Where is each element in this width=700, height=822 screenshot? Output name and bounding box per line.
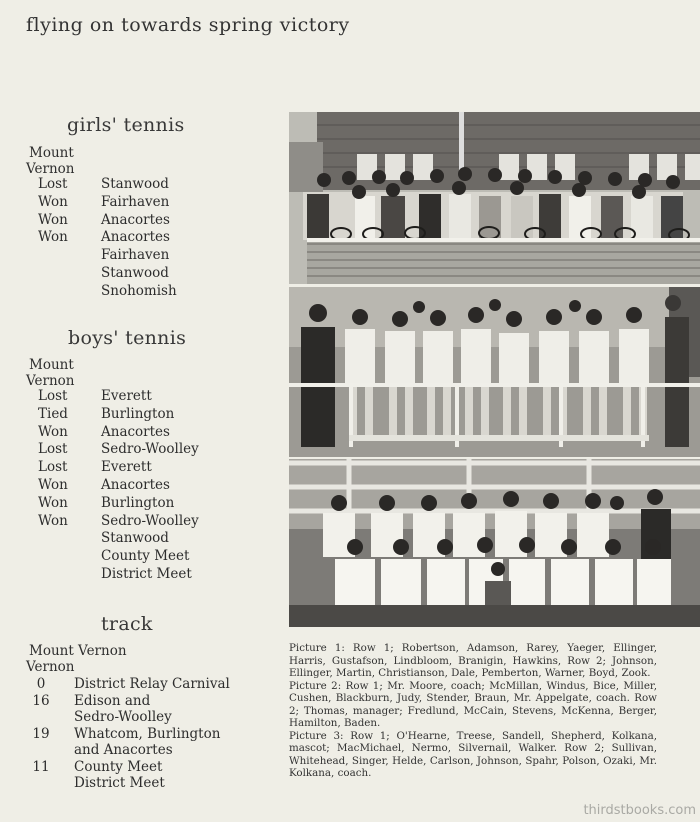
meet-row bbox=[26, 742, 230, 759]
watermark: thirdstbooks.com bbox=[583, 803, 696, 818]
boys-tennis-header-line2: Vernon bbox=[26, 373, 75, 389]
match-opponent: Stanwood bbox=[101, 176, 169, 192]
match-result: Lost bbox=[38, 388, 68, 404]
meet-score: 11 bbox=[32, 758, 50, 775]
match-opponent: Stanwood bbox=[101, 530, 169, 547]
match-result: Lost bbox=[38, 441, 68, 458]
match-result: Won bbox=[38, 211, 68, 228]
match-opponent: District Meet bbox=[101, 565, 192, 582]
meet-row bbox=[26, 693, 230, 710]
match-opponent: Anacortes bbox=[101, 476, 170, 493]
boys-tennis-photo bbox=[289, 287, 700, 457]
match-result: Tied bbox=[38, 405, 68, 422]
meet-score: 0 bbox=[36, 676, 46, 692]
match-opponent: Stanwood bbox=[101, 264, 169, 281]
track-header-line2: Vernon bbox=[26, 659, 75, 675]
boys-tennis-header-line1: Mount bbox=[29, 357, 74, 373]
match-opponent: Everett bbox=[101, 388, 152, 404]
match-opponent: Burlington bbox=[101, 494, 175, 511]
match-opponent: Burlington bbox=[101, 405, 175, 422]
track-photo-image bbox=[289, 459, 700, 627]
meet-score: 16 bbox=[32, 692, 50, 709]
caption-picture-3: Picture 3: Row 1; O'Hearne, Treese, Sandell, Shepherd, Kolkana, mascot; MacMichael, Nermo, Silvernail, Walker. Row 2; Sullivan, Whitehead, Singer, Helde, Carlson, Johnson, Spahr, Polson, Ozaki, Mr. Kolkana, coach. bbox=[289, 729, 657, 779]
meet-row bbox=[26, 775, 230, 792]
match-opponent: Anacortes bbox=[101, 229, 170, 246]
track-header bbox=[26, 643, 127, 675]
photo-captions bbox=[289, 642, 657, 780]
meet-row bbox=[26, 726, 230, 743]
meet-event: District Relay Carnival bbox=[74, 676, 230, 692]
girls-tennis-photo bbox=[289, 112, 700, 284]
match-result: Won bbox=[38, 193, 68, 210]
match-opponent: County Meet bbox=[101, 548, 190, 565]
meet-event: Sedro-Woolley bbox=[74, 709, 172, 725]
meet-event: County Meet bbox=[74, 758, 163, 775]
meet-event: Whatcom, Burlington bbox=[74, 725, 221, 742]
track-photo bbox=[289, 459, 700, 627]
girls-tennis-header-line1: Mount bbox=[29, 145, 74, 161]
match-opponent: Fairhaven bbox=[101, 247, 170, 264]
meet-event: Edison and bbox=[74, 692, 151, 709]
girls-tennis-header-line2: Vernon bbox=[26, 161, 75, 177]
match-result: Lost bbox=[38, 459, 68, 476]
boys-tennis-title: boys' tennis bbox=[68, 327, 187, 349]
track-results bbox=[26, 676, 230, 792]
match-result: Won bbox=[38, 476, 68, 493]
meet-row bbox=[26, 759, 230, 776]
match-result: Won bbox=[38, 423, 68, 440]
meet-event: and Anacortes bbox=[74, 742, 173, 758]
meet-row bbox=[26, 676, 230, 693]
match-result: Won bbox=[38, 494, 68, 511]
meet-event: District Meet bbox=[74, 775, 165, 791]
match-opponent: Anacortes bbox=[101, 211, 170, 228]
boys-tennis-photo-image bbox=[289, 287, 700, 457]
match-opponent: Sedro-Woolley bbox=[101, 512, 199, 529]
match-result: Won bbox=[38, 512, 68, 529]
girls-tennis-photo-image bbox=[289, 112, 700, 284]
match-opponent: Everett bbox=[101, 459, 152, 476]
caption-picture-2: Picture 2: Row 1; Mr. Moore, coach; McMillan, Windus, Bice, Miller, Cushen, Blackburn, Judy, Stender, Braun, Mr. Appelgate, coach. Row 2; Thomas, manager; Fredlund, McCain, Stevens, McKenna, Berger, Hamilton, Baden. bbox=[289, 679, 657, 729]
match-result: Lost bbox=[38, 176, 68, 192]
page-heading: flying on towards spring victory bbox=[26, 14, 350, 36]
match-opponent: Fairhaven bbox=[101, 193, 170, 210]
track-header-line1: Mount Vernon bbox=[29, 643, 127, 659]
match-opponent: Sedro-Woolley bbox=[101, 441, 199, 458]
match-opponent: Snohomish bbox=[101, 282, 177, 299]
caption-picture-1: Picture 1: Row 1; Robertson, Adamson, Rarey, Yaeger, Ellinger, Harris, Gustafson, Lindbloom, Branigin, Hawkins, Row 2; Johnson, Ellinger, Martin, Christianson, Dale, Pemberton, Warner, Boyd, Zook. bbox=[289, 642, 657, 679]
boys-tennis-header bbox=[26, 357, 74, 389]
meet-row bbox=[26, 709, 230, 726]
girls-tennis-header bbox=[26, 145, 74, 177]
meet-score: 19 bbox=[32, 725, 50, 742]
match-result: Won bbox=[38, 229, 68, 246]
girls-tennis-title: girls' tennis bbox=[67, 114, 185, 136]
track-title: track bbox=[101, 613, 153, 635]
match-opponent: Anacortes bbox=[101, 423, 170, 440]
